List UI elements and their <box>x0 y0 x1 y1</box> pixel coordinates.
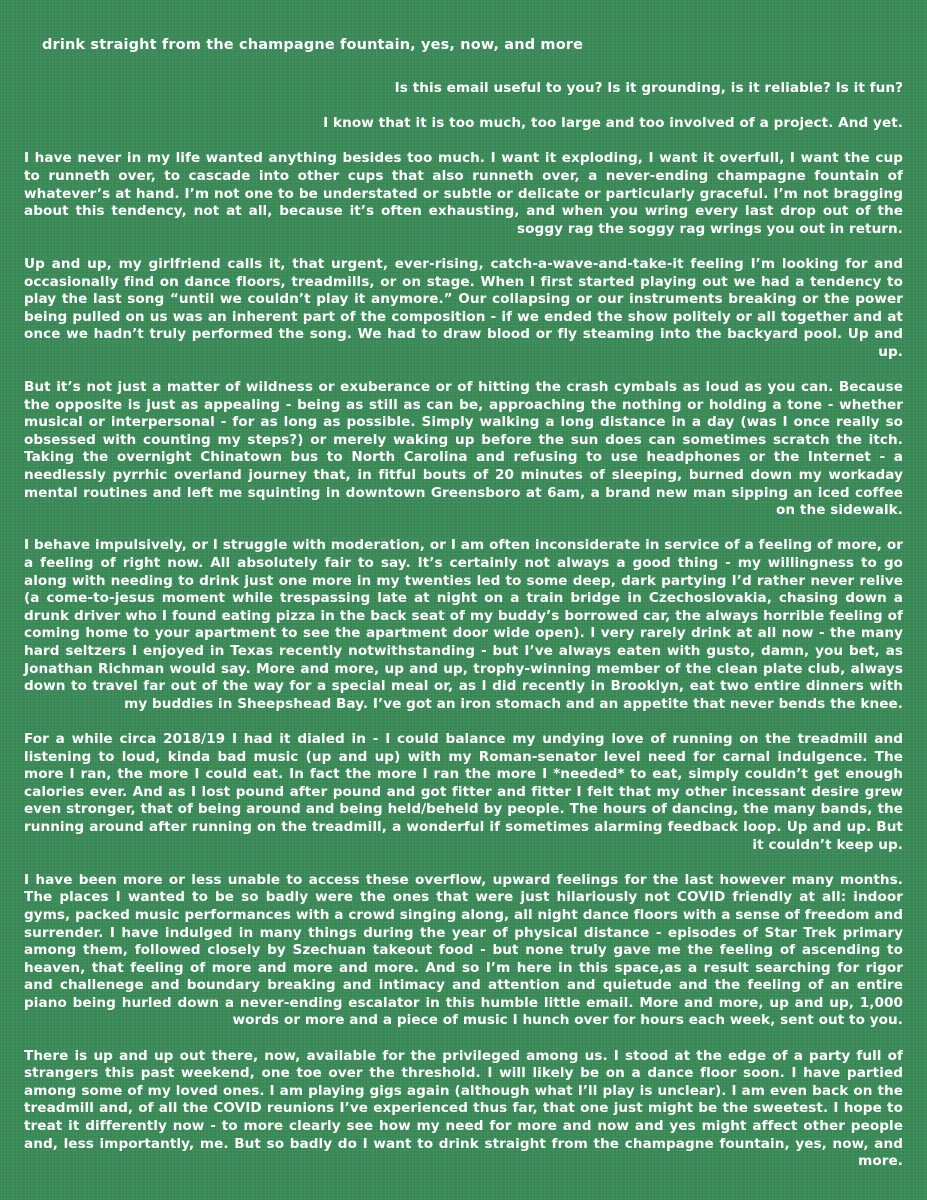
paragraph-5: But it’s not just a matter of wildness or exuberance or of hitting the crash cymbals as loud as you can. Because the opposite is just as appealing - being as still as can be, approaching the nothing or holding a tone - whether musical or interpersonal - for as long as possible. Simply walking a long distance in a day (was I once really so obsessed with counting my steps?) or merely waking up before the sun does can sometimes scratch the itch. Taking the overnight Chinatown bus to North Carolina and refusing to use headphones or the Internet - a needlessly pyrrhic overland journey that, in fitful bouts of 20 minutes of sleeping, burned down my workaday mental routines and left me squinting in downtown Greensboro at 6am, a brand new man sipping an iced coffee on the sidewalk. <box>24 379 903 519</box>
paragraph-1: Is this email useful to you? Is it grounding, is it reliable? Is it fun? <box>394 80 903 96</box>
paragraph-3: I have never in my life wanted anything besides too much. I want it exploding, I want it overfull, I want the cup to runneth over, to cascade into other cups that also runneth over, a never-ending champagne fountain of whatever’s at hand. I’m not one to be understated or subtle or delicate or particularly graceful. I’m not bragging about this tendency, not at all, because it’s often exhausting, and when you wring every last drop out of the soggy rag the soggy rag wrings you out in return. <box>24 150 903 237</box>
paragraph-7: For a while circa 2018/19 I had it dialed in - I could balance my undying love of running on the treadmill and listening to loud, kinda bad music (up and up) with my Roman-senator level need for carnal indulgence. The more I ran, the more I could eat. In fact the more I ran the more I *needed* to eat, simply couldn’t get enough calories ever. And as I lost pound after pound and got fitter and fitter I felt that my other incessant desire grew even stronger, that of being around and being held/beheld by people. The hours of dancing, the many bands, the running around after running on the treadmill, a wonderful if sometimes alarming feedback loop. Up and up. But it couldn’t keep up. <box>24 730 903 853</box>
paragraph-9: There is up and up out there, now, available for the privileged among us. I stood at the edge of a party full of strangers this past weekend, one toe over the threshold. I will likely be on a dance floor soon. I have partied among some of my loved ones. I am playing gigs again (although what I’ll play is unclear). I am even back on the treadmill and, of all the COVID reunions I’ve experienced thus far, that one just might be the sweetest. I hope to treat it differently now - to more clearly see how my need for more and now and yes might affect other people and, less importantly, me. But so badly do I want to drink straight from the champagne fountain, yes, now, and more. <box>24 1047 903 1170</box>
paragraph-4: Up and up, my girlfriend calls it, that urgent, ever-rising, catch-a-wave-and-take-it feeling I’m looking for and occasionally find on dance floors, treadmills, or on stage. When I first started playing out we had a tendency to play the last song “until we couldn’t play it anymore.” Our collapsing or our instruments breaking or the power being pulled on us was an inherent part of the composition - if we ended the show politely or all together and at once we hadn’t truly performed the song. We had to draw blood or fly steaming into the backyard pool. Up and up. <box>24 255 903 360</box>
paragraph-6: I behave impulsively, or I struggle with moderation, or I am often inconsiderate in service of a feeling of more, or a feeling of right now. All absolutely fair to say. It’s certainly not always a good thing - my willingness to go along with needing to drink just one more in my twenties led to some deep, dark partying I’d rather never relive (a come-to-jesus moment while trespassing late at night on a train bridge in Czechoslovakia, chasing down a drunk driver who I found eating pizza in the back seat of my buddy’s borrowed car, the always horrible feeling of coming home to your apartment to see the apartment door wide open). I very rarely drink at all now - the many hard seltzers I enjoyed in Texas recently notwithstanding - but I’ve always eaten with gusto, damn, you bet, as Jonathan Richman would say. More and more, up and up, trophy-winning member of the clean plate club, always down to travel far out of the way for a special meal or, as I did recently in Brooklyn, eat two entire dinners with my buddies in Sheepshead Bay. I’ve got an iron stomach and an appetite that never bends the knee. <box>24 537 903 712</box>
email-title: drink straight from the champagne fountain, yes, now, and more <box>42 37 584 53</box>
paragraph-8: I have been more or less unable to access these overflow, upward feelings for the last however many months. The places I wanted to be so badly were the ones that were just hilariously not COVID friendly at all: indoor gyms, packed music performances with a crowd singing along, all night dance floors with a sense of freedom and surrender. I have indulged in many things during the year of physical distance - episodes of Star Trek primary among them, followed closely by Szechuan takeout food - but none truly gave me the feeling of ascending to heaven, that feeling of more and more and more. And so I’m here in this space,as a result searching for rigor and challenege and boundary breaking and intimacy and attention and quietude and the feeling of an entire piano being hurled down a never-ending escalator in this humble little email. More and more, up and up, 1,000 words or more and a piece of music I hunch over for hours each week, sent out to you. <box>24 871 903 1029</box>
paragraph-2: I know that it is too much, too large and too involved of a project. And yet. <box>323 115 903 132</box>
email-body <box>24 80 903 1171</box>
